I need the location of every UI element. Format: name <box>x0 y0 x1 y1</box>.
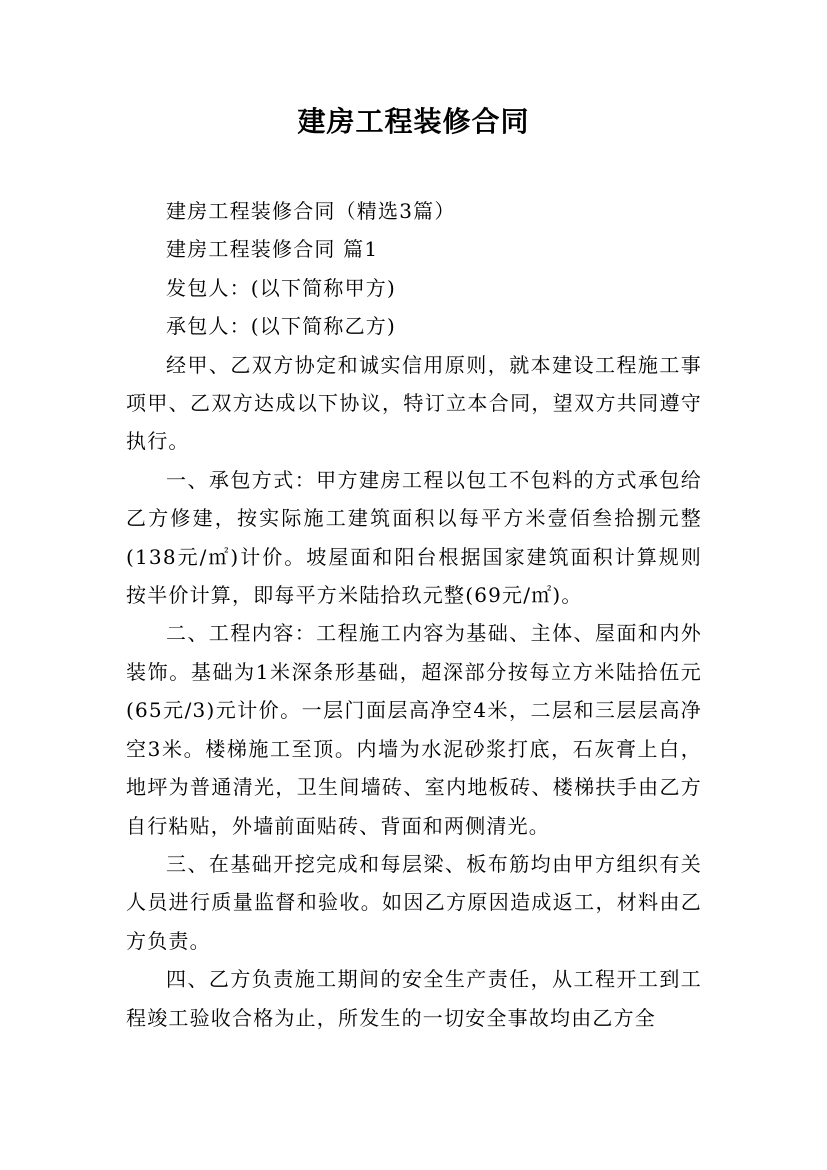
subtitle-paragraph: 建房工程装修合同（精选3篇） <box>166 199 456 223</box>
clause-1-paragraph: 一、承包方式：甲方建房工程以包工不包料的方式承包给乙方修建，按实际施工建筑面积以每平方米壹佰叁拾捌元整(138元/㎡)计价。坡屋面和阳台根据国家建筑面积计算规则按半价计算，即每平方米陆拾玖元整(69元/㎡)。 <box>126 467 702 608</box>
party-b-paragraph: 承包人：(以下简称乙方) <box>166 314 397 339</box>
document-title: 建房工程装修合同 <box>297 105 530 138</box>
document-body <box>126 192 702 1037</box>
preamble-paragraph: 经甲、乙双方协定和诚实信用原则，就本建设工程施工事项甲、乙双方达成以下协议，特订立本合同，望双方共同遵守执行。 <box>126 352 702 454</box>
clause-2-paragraph: 二、工程内容：工程施工内容为基础、主体、屋面和内外装饰。基础为1米深条形基础，超深部分按每立方米陆拾伍元(65元/3)元计价。一层门面层高净空4米，二层和三层层高净空3米。楼梯施工至顶。内墙为水泥砂浆打底，石灰膏上白，地坪为普通清光，卫生间墙砖、室内地板砖、楼梯扶手由乙方自行粘贴，外墙前面贴砖、背面和两侧清光。 <box>126 621 702 838</box>
section-heading-paragraph: 建房工程装修合同 篇1 <box>166 237 379 262</box>
party-a-paragraph: 发包人：(以下简称甲方) <box>166 275 397 300</box>
clause-3-paragraph: 三、在基础开挖完成和每层梁、板布筋均由甲方组织有关人员进行质量监督和验收。如因乙方原因造成返工，材料由乙方负责。 <box>126 851 702 953</box>
clause-4-paragraph: 四、乙方负责施工期间的安全生产责任，从工程开工到工程竣工验收合格为止，所发生的一切安全事故均由乙方全 <box>126 967 702 1030</box>
